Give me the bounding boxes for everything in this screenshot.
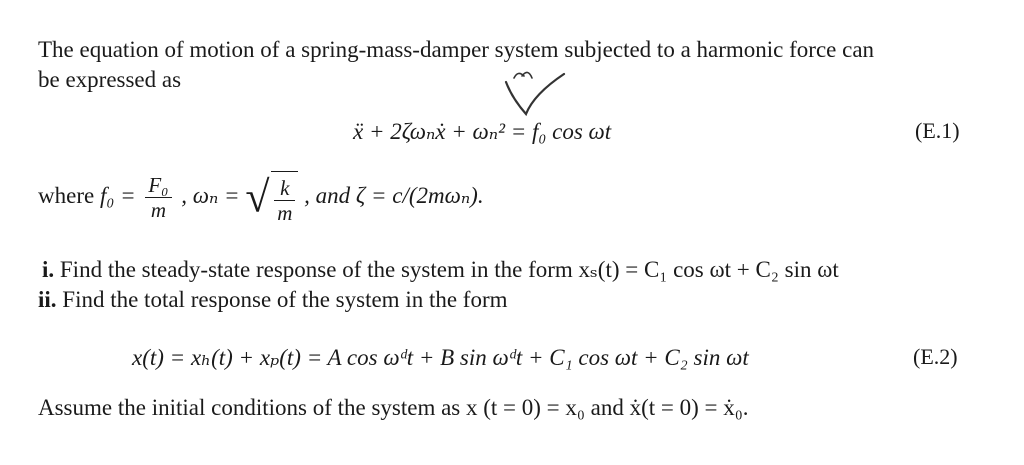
where-label: where — [38, 183, 95, 208]
radical-sign-icon: √ — [245, 173, 270, 223]
part-ii-label: ii. — [38, 287, 57, 312]
f0-denominator: m — [150, 198, 167, 223]
part-i — [42, 256, 839, 284]
equation-e2-number: (E.2) — [913, 344, 958, 369]
part-ii-text: Find the total response of the system in the form — [62, 287, 508, 312]
f0-fraction — [145, 173, 171, 222]
zeta-definition: , and ζ = c/(2mωₙ). — [304, 183, 484, 208]
f0-numerator: F₀ — [145, 173, 171, 198]
wn-sqrt — [245, 170, 298, 225]
where-clause — [38, 170, 484, 225]
initial-conditions: Assume the initial conditions of the system as x (t = 0) = x₀ and ẋ(t = 0) = ẋ₀. — [38, 395, 749, 420]
wn-fraction — [274, 176, 295, 225]
part-i-text: Find the steady-state response of the system in the form xₛ(t) = C₁ cos ωt + C₂ sin ωt — [59, 257, 839, 282]
equation-e2: x(t) = xₕ(t) + xₚ(t) = A cos ωᵈt + B sin ωᵈt + C₁ cos ωt + C₂ sin ωt — [132, 345, 749, 370]
equation-e1-number: (E.1) — [915, 118, 960, 143]
wn-lhs: , ωₙ = — [181, 183, 240, 208]
handwritten-checkmark-icon — [500, 68, 570, 118]
part-i-label: i. — [42, 257, 55, 282]
part-ii — [38, 286, 508, 314]
wn-numerator: k — [274, 176, 295, 201]
intro-line-2: be expressed as — [38, 67, 182, 92]
f0-lhs: f₀ = — [99, 183, 136, 208]
wn-denominator: m — [277, 201, 293, 226]
equation-e1: ẍ + 2ζωₙẋ + ωₙ² = f₀ cos ωt — [353, 119, 612, 144]
intro-line-1: The equation of motion of a spring-mass-damper system subjected to a harmonic force can — [38, 37, 875, 62]
